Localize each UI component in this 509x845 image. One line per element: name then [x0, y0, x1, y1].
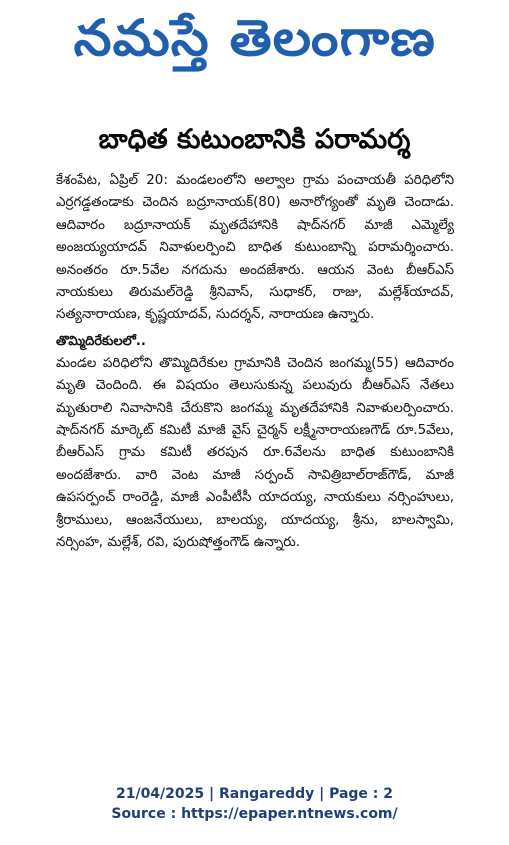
- headline-text: బాధిత కుటుంబానికి పరామర్శ: [98, 124, 411, 155]
- newspaper-masthead: [0, 0, 509, 88]
- article-subheading: తొమ్మిదిరేకులలో..: [56, 333, 146, 349]
- article-body: [56, 170, 454, 555]
- footer-date-edition-page: 21/04/2025 | Rangareddy | Page : 2: [115, 786, 394, 802]
- article-headline: [0, 118, 509, 168]
- source-footer: [0, 784, 509, 824]
- masthead-logo-text: నమస్తే తెలంగాణ: [73, 8, 436, 67]
- footer-source-url: Source : https://epaper.ntnews.com/: [111, 806, 398, 822]
- clipped-text-line: ‌ ‌ ‌ ‌ ‌ ‌ ‌ ‌ ‌ ‌ ‌ ‌ ‌: [40, 95, 99, 105]
- article-paragraph-2: మండల పరిధిలోని తొమ్మిదిరేకుల గ్రామానికి చెందిన జంగమ్మ(55) ఆదివారం మృతి చెందింది. ఈ విషయం తెలుసుకున్న పలువురు బీఆర్ఎస్ నేతలు మృతురాలి నివాసానికి చేరుకొని జంగమ్మ మృతదేహానికి నివాళులర్పించారు. షాద్‌నగర్ మార్కెట్ కమిటీ మాజీ వైస్ చైర్మన్ లక్ష్మీనారాయణగౌడ్ రూ.5వేలు, బీఆర్ఎస్ గ్రామ కమిటీ తరపున రూ.6వేలను బాధిత కుటుంబానికి అందజేశారు. వారి వెంట మాజీ సర్పంచ్ సావిత్రిబాల్‌రాజ్‌గౌడ్, మాజీ ఉపసర్పంచ్ రాంరెడ్డి, మాజీ ఎంపీటీసీ యాదయ్య, నాయకులు నర్సింహులు, శ్రీరాములు, ఆంజనేయులు, బాలయ్య, యాదయ్య, శ్రీను, బాలస్వామి, నర్సింహ, మల్లేశ్, రవి, పురుషోత్తంగౌడ్ ఉన్నారు.: [56, 355, 454, 551]
- article-paragraph-1: కేశంపేట, ఏప్రిల్ 20: మండలంలోని అల్వాల గ్రామ పంచాయతీ పరిధిలోని ఎర్రగడ్డతండాకు చెందిన బద్రూనాయక్(80) అనారోగ్యంతో మృతి చెందాడు. ఆదివారం బద్రూనాయక్ మృతదేహానికి షాద్‌నగర్ మాజీ ఎమ్మెల్యే అంజయ్యయాదవ్ నివాళులర్పించి బాధిత కుటుంబాన్ని పరామర్శించారు. అనంతరం రూ.5వేల నగదును అందజేశారు. ఆయన వెంట బీఆర్ఎస్ నాయకులు తిరుమల్‌రెడ్డి శ్రీనివాస్, సుధాకర్, రాజు, మల్లేశ్‌యాదవ్, సత్యనారాయణ, కృష్ణయాదవ్, సుదర్శన్, నారాయణ ఉన్నారు.: [56, 173, 454, 323]
